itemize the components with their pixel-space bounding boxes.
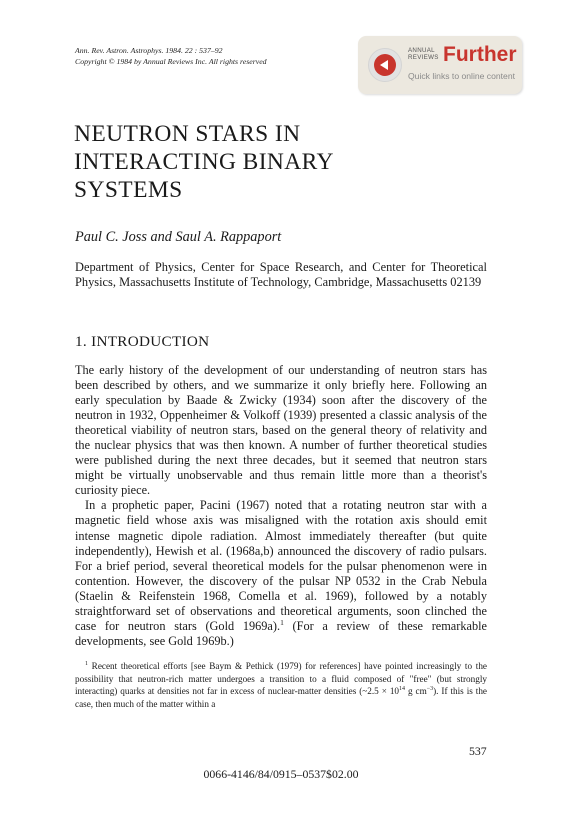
journal-citation-block: [75, 45, 267, 67]
article-title: [74, 120, 334, 204]
paragraph: [75, 498, 487, 648]
copyright-notice: Copyright © 1984 by Annual Reviews Inc. All rights reserved: [75, 57, 267, 66]
further-brand: Further: [443, 43, 517, 66]
author-affiliation: Department of Physics, Center for Space Research, and Center for Theoretical Physics, Massachusetts Institute of Technology, Cambridge, Massachusetts 02139: [75, 260, 487, 289]
footnote: [75, 660, 487, 710]
introduction-body: [75, 363, 487, 649]
title-line: SYSTEMS: [74, 177, 183, 203]
further-tagline[interactable]: Quick links to online content: [408, 71, 516, 81]
annual-reviews-logo-icon: [368, 48, 402, 82]
footnote-unit: g cm: [405, 686, 427, 696]
article-authors: Paul C. Joss and Saul A. Rappaport: [75, 229, 282, 245]
footnote-reference[interactable]: 1: [280, 617, 284, 627]
footnote-exponent: −3: [426, 685, 434, 692]
paragraph: The early history of the development of our understanding of neutron stars has been described by others, and we summarize it only briefly here. Following an early speculation by Baade & Zwicky (1934) soon after the discovery of the neutron in 1932, Oppenheimer & Volkoff (1939) presented a classic analysis of the theoretical viability of neutron stars, based on the general theory of relativity and the nuclear physics that was then known. A number of further theoretical studies were published during the next three decades, but it seemed that neutron stars might be virtually unobservable and thus remain little more than a theorist's curiosity piece.: [75, 363, 487, 498]
section-heading-introduction: 1. INTRODUCTION: [75, 333, 210, 350]
footnote-text-end: ). If this is the case, then much of the matter within a: [75, 686, 487, 709]
title-line: NEUTRON STARS IN: [74, 121, 301, 147]
paragraph-text: (For a review of these remarkable developments, see Gold 1969b.): [75, 618, 487, 648]
issn-code: 0066-4146/84/0915–0537$02.00: [203, 767, 359, 781]
page-number: 537: [469, 744, 487, 758]
paragraph-text: In a prophetic paper, Pacini (1967) noted that a rotating neutron star with a magnetic field whose axis was misaligned with the rotation axis should emit intense magnetic dipole radiation. Almost immediately thereafter (but quite independently), Hewish et al. (1968a,b) announced the discovery of radio pulsars. For a brief period, several theoretical models for the pulsar phenomenon were in contention. However, the discovery of the pulsar NP 0532 in the Crab Nebula (Staelin & Reifenstein 1968, Comella et al. 1969), followed by a notably straightforward set of observations and theoretical arguments, soon clinched the case for neutron stars (Gold 1969a).: [75, 498, 487, 633]
footnote-text: Recent theoretical efforts [see Baym & Pethick (1979) for references] have pointed increasingly to the possibility that neutron-rich matter undergoes a transition to a fluid composed of "free" (but strongly interacting) quarks at densities not far in excess of nuclear-matter densities (~2.5 × 10: [75, 661, 487, 696]
footnote-exponent: 14: [399, 685, 406, 692]
journal-citation: Ann. Rev. Astron. Astrophys. 1984. 22 : 537–92: [75, 46, 223, 55]
back-arrow-icon: [380, 60, 388, 70]
footnote-marker: 1: [85, 660, 88, 667]
publisher-name: ANNUAL REVIEWS: [408, 47, 439, 61]
further-online-badge[interactable]: [358, 36, 522, 94]
title-line: INTERACTING BINARY: [74, 149, 334, 175]
